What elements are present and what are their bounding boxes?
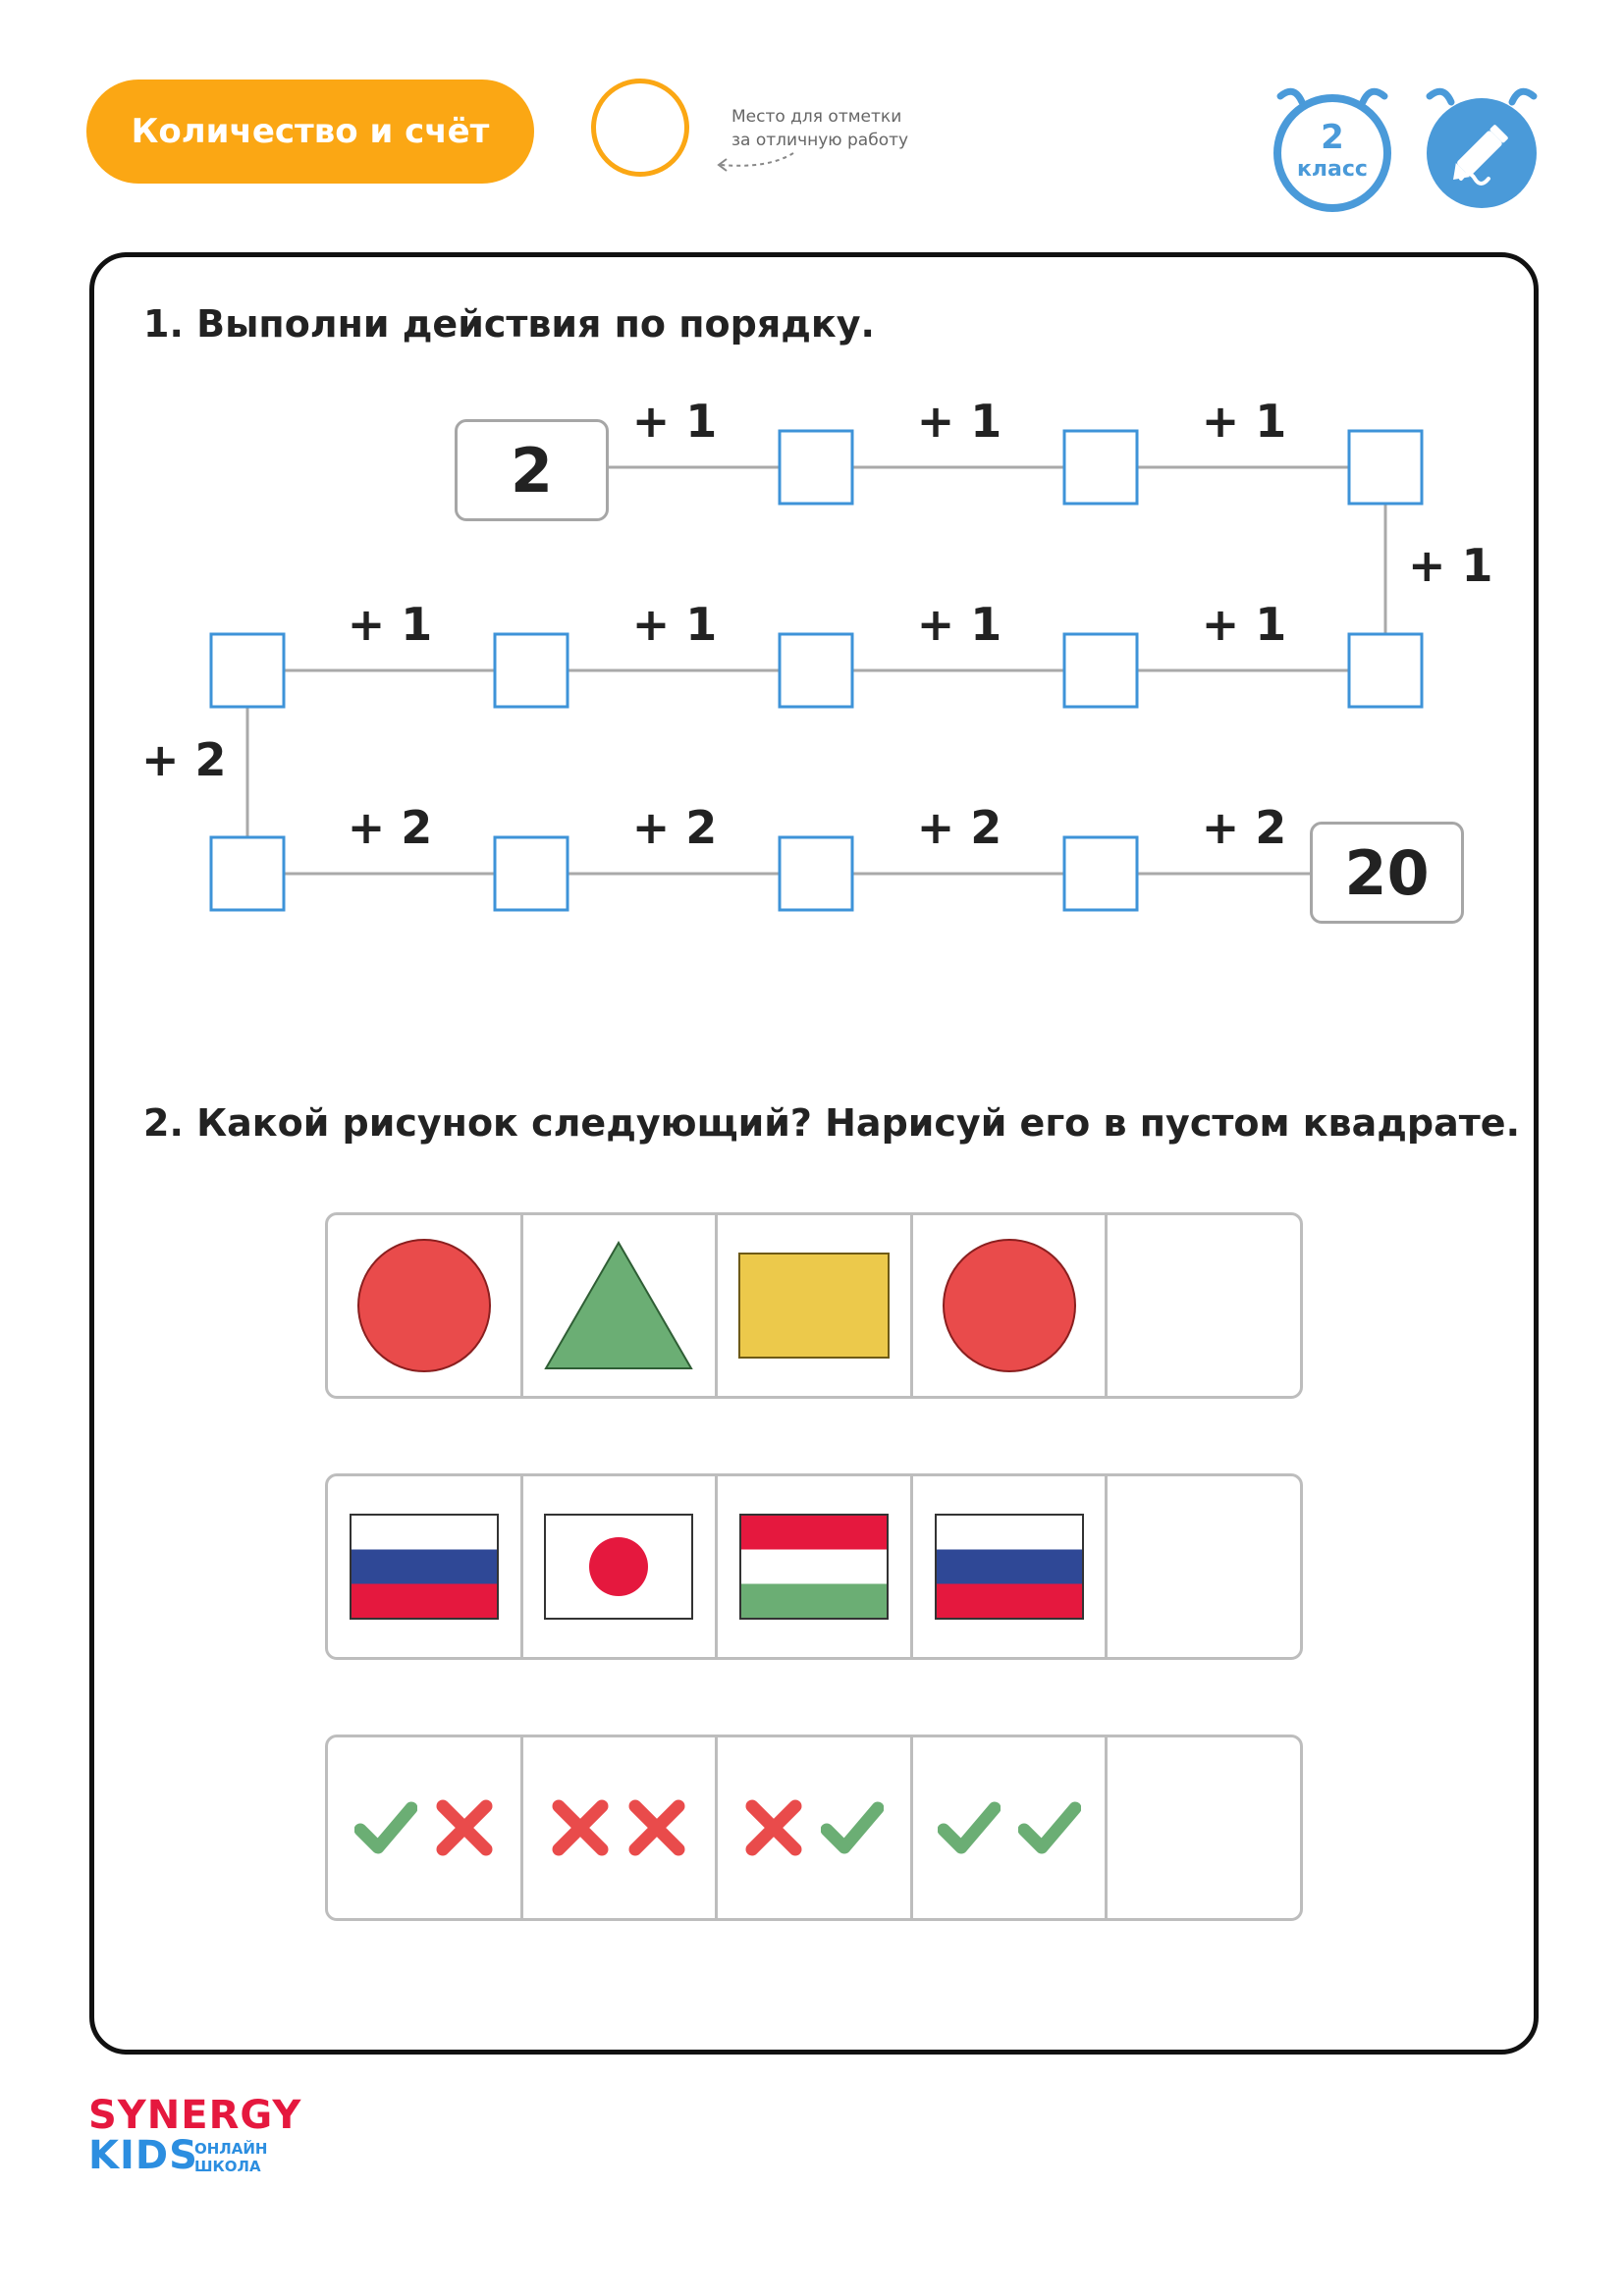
answer-box[interactable]: [780, 837, 852, 910]
cross-icon: [744, 1798, 803, 1857]
flag-russia-icon: [350, 1514, 499, 1620]
brand-subtitle: [194, 2140, 267, 2175]
operation-label: + 1: [347, 598, 433, 651]
operation-label: + 2: [916, 801, 1002, 854]
brand-kids: KIDS: [88, 2133, 198, 2178]
pattern-row-marks: [325, 1735, 1303, 1921]
yellow-rectangle-icon: [737, 1252, 891, 1360]
operation-label: + 1: [916, 598, 1002, 651]
answer-box[interactable]: [780, 431, 852, 504]
answer-box[interactable]: [1064, 431, 1137, 504]
operation-label: + 1: [916, 395, 1002, 448]
cross-icon: [627, 1798, 686, 1857]
brand-subtitle-line1: ОНЛАЙН: [194, 2140, 268, 2158]
check-icon: [938, 1798, 1001, 1857]
pattern-cell: [523, 1476, 719, 1657]
brand-synergy: SYNERGY: [88, 2093, 302, 2138]
answer-box[interactable]: [780, 634, 852, 707]
task2-title: 2. Какой рисунок следующий? Нарисуй его в пустом квадрате.: [143, 1101, 1521, 1145]
pattern-cell: [718, 1737, 913, 1918]
operation-label: + 2: [347, 801, 433, 854]
red-circle-icon: [355, 1237, 493, 1374]
red-circle-icon: [941, 1237, 1078, 1374]
end-value-box: 20: [1310, 822, 1464, 924]
operation-label: + 1: [631, 395, 718, 448]
check-icon: [821, 1798, 884, 1857]
pattern-row-shapes: [325, 1212, 1303, 1399]
flag-hungary-icon: [739, 1514, 889, 1620]
cross-icon: [435, 1798, 494, 1857]
answer-box[interactable]: [495, 837, 568, 910]
grade-number: 2: [1321, 118, 1344, 157]
operation-label: + 1: [1408, 539, 1493, 592]
flag-japan-icon: [544, 1514, 693, 1620]
brand-subtitle-line2: ШКОЛА: [194, 2158, 261, 2175]
grade-word: класс: [1297, 157, 1368, 182]
operation-label: + 2: [1201, 801, 1287, 854]
pattern-cell: [718, 1476, 913, 1657]
start-value-box: 2: [455, 419, 609, 521]
pattern-cell: [328, 1476, 523, 1657]
pattern-cell: [913, 1215, 1109, 1396]
topic-label: Количество и счёт: [86, 80, 534, 184]
flag-russia-icon: [935, 1514, 1084, 1620]
pattern-cell: [718, 1215, 913, 1396]
pattern-cell: [523, 1215, 719, 1396]
operation-label: + 1: [631, 598, 718, 651]
pattern-row-flags: [325, 1473, 1303, 1660]
cross-icon: [551, 1798, 610, 1857]
answer-box[interactable]: [211, 837, 284, 910]
red-dot-icon: [589, 1537, 648, 1596]
answer-box[interactable]: [211, 634, 284, 707]
answer-box[interactable]: [495, 634, 568, 707]
answer-box[interactable]: [1064, 837, 1137, 910]
green-triangle-icon: [543, 1240, 694, 1371]
operation-label: + 2: [631, 801, 718, 854]
pattern-cell: [913, 1476, 1109, 1657]
check-icon: [1018, 1798, 1081, 1857]
operation-label: + 1: [1201, 395, 1287, 448]
check-icon: [354, 1798, 417, 1857]
answer-box[interactable]: [1349, 634, 1422, 707]
pattern-cell: [328, 1215, 523, 1396]
operation-label: + 2: [141, 733, 227, 786]
answer-cell[interactable]: [1108, 1737, 1300, 1918]
mark-place-line1: Место для отметки: [731, 107, 902, 127]
pattern-cell: [523, 1737, 719, 1918]
operation-label: + 1: [1201, 598, 1287, 651]
answer-cell[interactable]: [1108, 1215, 1300, 1396]
answer-cell[interactable]: [1108, 1476, 1300, 1657]
task1-title: 1. Выполни действия по порядку.: [143, 302, 875, 346]
answer-box[interactable]: [1349, 431, 1422, 504]
pattern-cell: [913, 1737, 1109, 1918]
answer-box[interactable]: [1064, 634, 1137, 707]
mark-place-line2: за отличную работу: [731, 131, 909, 150]
pattern-cell: [328, 1737, 523, 1918]
